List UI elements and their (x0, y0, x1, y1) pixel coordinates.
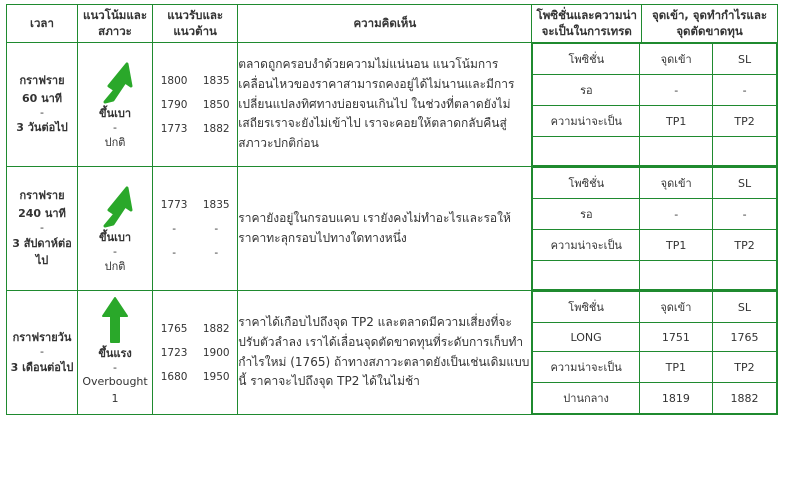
entry-value: 1751 (639, 323, 712, 352)
trend-separator: - (113, 361, 118, 375)
resistance-level: 1835 (202, 198, 230, 211)
entry-label: จุดเข้า (640, 168, 713, 199)
timeframe-cell (7, 291, 78, 415)
timeframe-separator: - (40, 221, 44, 235)
header-support-resistance: แนวรับและแนวต้าน (153, 5, 238, 43)
position-row (533, 352, 777, 383)
sl-label: SL (712, 292, 776, 323)
header-entry-tp-sl: จุดเข้า, จุดทำกำไรและจุดตัดขาดทุน (642, 5, 778, 43)
levels-table (153, 193, 237, 265)
table-header (7, 5, 778, 43)
probability-value (533, 261, 640, 290)
levels-table (153, 69, 237, 141)
market-analysis-table (6, 4, 778, 415)
levels-row (153, 365, 237, 389)
position-table (532, 167, 777, 290)
comment-cell: ตลาดถูกครอบงำด้วยความไม่แน่นอน แนวโน้มการเคลื่อนไหวของราคาสามารถคงอยู่ได้ไม่นานและมีการเปลี่ยนแปลงทิศทางบ่อยจนเกินไป ในช่วงที่ตลาดยังไม่เสถียรเราจะยังไม่เข้าไป เราจะคอยให้ตลาดกลับคืนสู่สภาวะปกติก่อน (238, 43, 532, 167)
tp2-value (713, 261, 777, 290)
resistance-level: 1882 (202, 322, 230, 335)
tp2-value: 1882 (712, 383, 776, 414)
position-value: LONG (533, 323, 639, 352)
timeframe-line-1: กราฟรายวัน (12, 330, 72, 344)
timeframe-separator: - (40, 345, 44, 359)
position-row (533, 261, 777, 290)
position-row (533, 106, 777, 137)
header-trend: แนวโน้มและสภาวะ (78, 5, 153, 43)
probability-label: ความน่าจะเป็น (533, 230, 640, 261)
support-level: 1680 (160, 370, 188, 383)
trend-cell (78, 291, 153, 415)
timeframe-line-1: กราฟราย (19, 74, 65, 88)
table-row (7, 43, 778, 167)
trend-cell (78, 167, 153, 291)
resistance-level: 1882 (202, 122, 230, 135)
timeframe-separator: - (40, 106, 44, 120)
trend-label: ขึ้นเบา (99, 106, 132, 120)
tp1-value (640, 261, 713, 290)
header-position: โพซิชั่นและความน่าจะเป็นในการเทรด (532, 5, 642, 43)
levels-row (153, 117, 237, 141)
levels-row (153, 93, 237, 117)
table-body (7, 43, 778, 415)
levels-row (153, 69, 237, 93)
sl-value: 1765 (712, 323, 776, 352)
probability-label: ความน่าจะเป็น (533, 106, 640, 137)
position-label: โพซิชั่น (533, 168, 640, 199)
levels-row (153, 217, 237, 241)
table-row (7, 291, 778, 415)
tp1-value: 1819 (639, 383, 712, 414)
trend-label: ขึ้นแรง (98, 346, 132, 360)
timeframe-line-3: 3 สัปดาห์ต่อไป (12, 236, 72, 268)
support-level: 1723 (160, 346, 188, 359)
levels-cell (153, 291, 238, 415)
trend-label: ขึ้นเบา (99, 230, 132, 244)
position-row (533, 292, 777, 323)
table-row (7, 167, 778, 291)
support-level: - (172, 222, 176, 235)
tp2-value (713, 137, 777, 166)
timeframe-line-3: 3 วันต่อไป (16, 121, 68, 135)
sl-value: - (713, 199, 777, 230)
probability-value (533, 137, 640, 166)
probability-value: ปานกลาง (533, 383, 639, 414)
tp1-label: TP1 (640, 106, 713, 137)
levels-row (153, 193, 237, 217)
up-arrow-diagonal-icon (78, 58, 152, 104)
timeframe-cell (7, 43, 78, 167)
support-level: 1800 (160, 74, 188, 87)
header-time: เวลา (7, 5, 78, 43)
tp1-label: TP1 (640, 230, 713, 261)
resistance-level: - (214, 222, 219, 235)
levels-cell (153, 167, 238, 291)
support-level: 1790 (160, 98, 188, 111)
entry-label: จุดเข้า (640, 44, 713, 75)
timeframe-line-2: 60 นาที (21, 91, 63, 105)
tp1-value (640, 137, 713, 166)
support-level: 1773 (160, 198, 188, 211)
trend-state: ปกติ (104, 259, 126, 273)
support-level: 1765 (160, 322, 188, 335)
levels-cell (153, 43, 238, 167)
resistance-level: - (214, 246, 219, 259)
position-row (533, 137, 777, 166)
trend-state: ปกติ (104, 135, 126, 149)
up-arrow-diagonal-icon (78, 182, 152, 228)
position-table (532, 291, 777, 414)
position-row (533, 383, 777, 414)
levels-row (153, 241, 237, 265)
levels-table (153, 317, 237, 389)
tp2-label: TP2 (713, 230, 777, 261)
position-cell (532, 291, 778, 415)
position-label: โพซิชั่น (533, 44, 640, 75)
entry-value: - (640, 75, 713, 106)
position-row (533, 230, 777, 261)
support-level: - (172, 246, 176, 259)
levels-row (153, 317, 237, 341)
position-row (533, 323, 777, 352)
sl-label: SL (713, 44, 777, 75)
probability-label: ความน่าจะเป็น (533, 352, 639, 383)
resistance-level: 1850 (202, 98, 230, 111)
timeframe-cell (7, 167, 78, 291)
tp2-label: TP2 (712, 352, 776, 383)
trend-state: Overbought 1 (82, 375, 148, 405)
comment-cell: ราคายังอยู่ในกรอบแคบ เรายังคงไม่ทำอะไรและรอให้ราคาทะลุกรอบไปทางใดทางหนึ่ง (238, 167, 532, 291)
position-row (533, 75, 777, 106)
position-row (533, 199, 777, 230)
trend-separator: - (113, 121, 118, 135)
position-row (533, 168, 777, 199)
header-row (7, 5, 778, 43)
position-value: รอ (533, 199, 640, 230)
timeframe-line-1: กราฟราย (19, 189, 65, 203)
header-comment: ความคิดเห็น (238, 5, 532, 43)
levels-row (153, 341, 237, 365)
position-cell (532, 167, 778, 291)
support-level: 1773 (160, 122, 188, 135)
timeframe-line-2: 3 เดือนต่อไป (10, 360, 74, 374)
timeframe-line-2: 240 นาที (18, 206, 66, 220)
resistance-level: 1900 (202, 346, 230, 359)
resistance-level: 1950 (202, 370, 230, 383)
entry-label: จุดเข้า (639, 292, 712, 323)
position-value: รอ (533, 75, 640, 106)
position-cell (532, 43, 778, 167)
trend-cell (78, 43, 153, 167)
up-arrow-vertical-icon (78, 298, 152, 344)
trend-separator: - (113, 245, 118, 259)
sl-label: SL (713, 168, 777, 199)
sl-value: - (713, 75, 777, 106)
position-table (532, 43, 777, 166)
position-label: โพซิชั่น (533, 292, 639, 323)
tp1-label: TP1 (639, 352, 712, 383)
comment-cell: ราคาได้เกือบไปถึงจุด TP2 และตลาดมีความเสี่ยงที่จะปรับตัวลำลง เราได้เลื่อนจุดตัดขาดทุนที่ระดับการเก็บทำกำไรใหม่ (1765) ถ้าทางสภาวะตลาดยังเป็นเช่นเดิมแบบนี้ ราคาจะไปถึงจุด TP2 ได้ในไม่ช้า (238, 291, 532, 415)
position-row (533, 44, 777, 75)
resistance-level: 1835 (202, 74, 230, 87)
entry-value: - (640, 199, 713, 230)
tp2-label: TP2 (713, 106, 777, 137)
